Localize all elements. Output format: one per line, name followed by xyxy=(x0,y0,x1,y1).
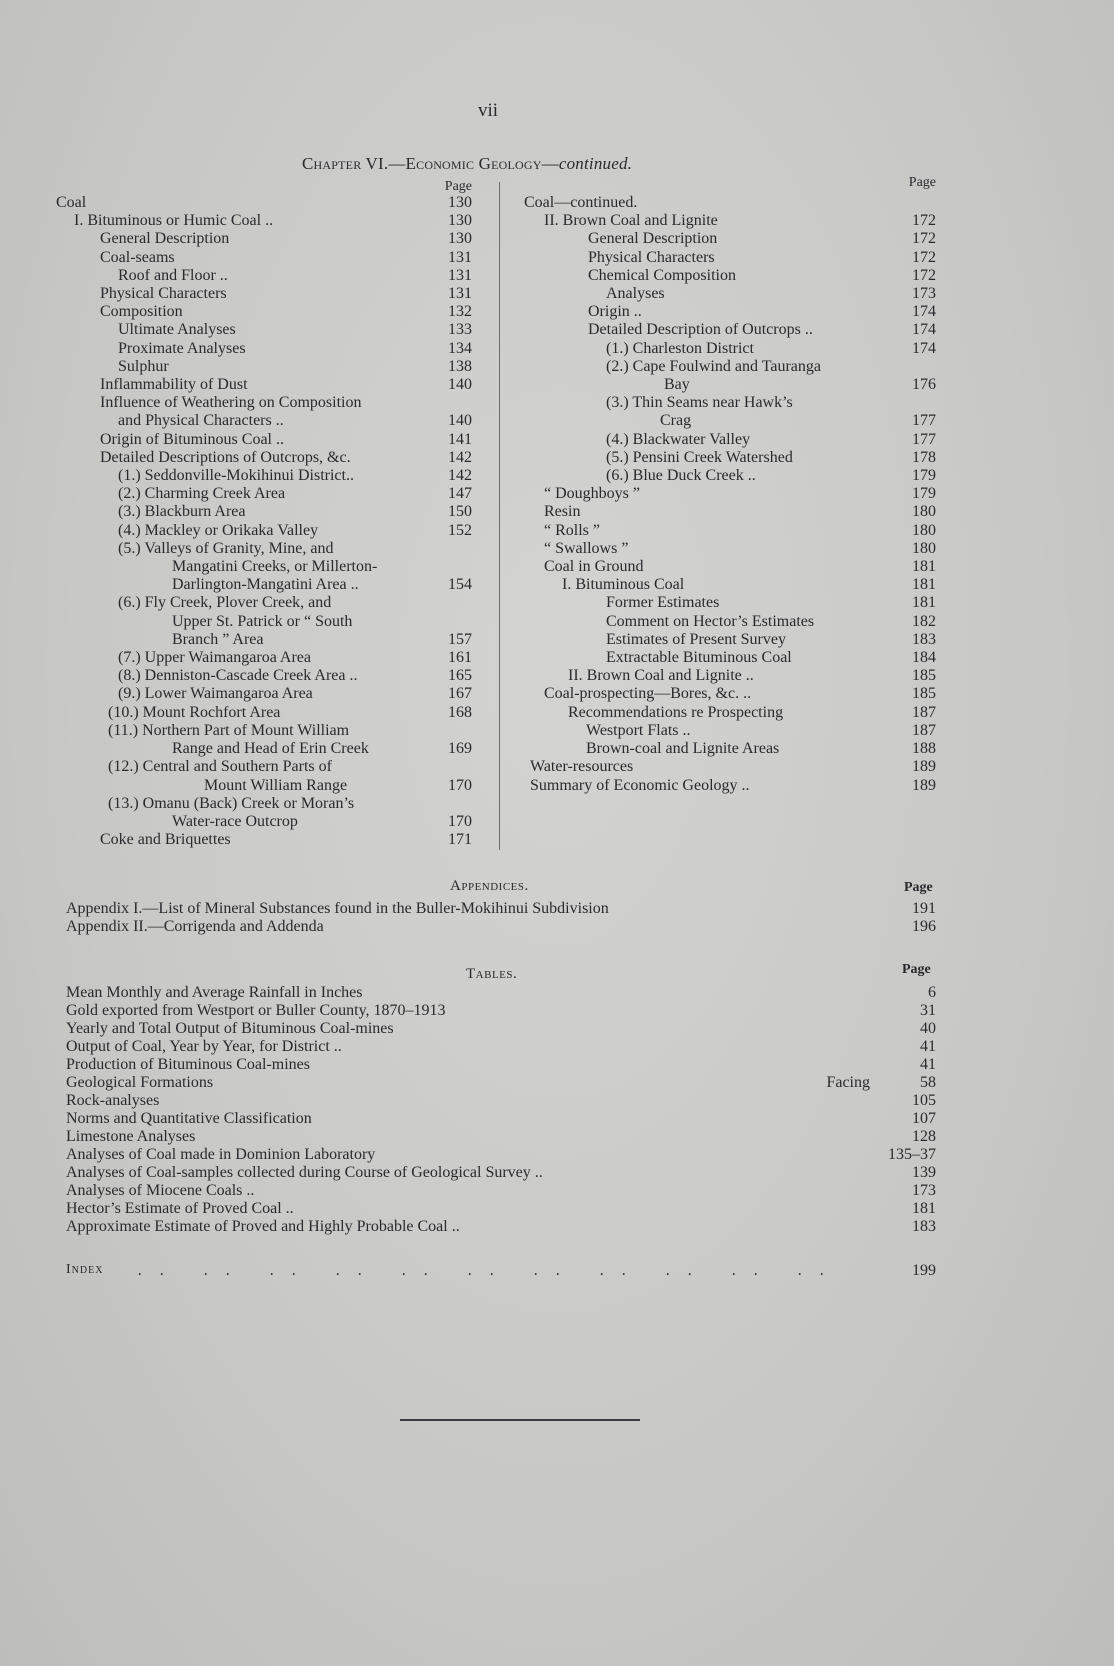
contents-entry xyxy=(56,795,472,813)
contents-entry xyxy=(56,667,472,685)
entry-title: Coal—continued. xyxy=(524,194,638,211)
entry-title: (7.) Upper Waimangaroa Area xyxy=(118,649,311,667)
contents-entry xyxy=(56,449,472,467)
entry-title: General Description xyxy=(100,230,230,248)
entry-title: (1.) Seddonville-Mokihinui District.. xyxy=(118,467,354,485)
entry-page-number: 131 xyxy=(448,285,472,303)
entry-page-number: 130 xyxy=(448,230,472,248)
contents-entry xyxy=(56,704,472,722)
entry-page-number: 187 xyxy=(912,703,936,721)
entry-title: Branch ” Area xyxy=(172,630,264,648)
entry-page-number: 181 xyxy=(912,576,936,594)
index-label: Index xyxy=(66,1262,104,1277)
entry-page-number: 180 xyxy=(912,503,936,521)
tables-title: Tables. xyxy=(466,966,518,982)
contents-entry xyxy=(56,212,472,230)
entry-title: I. Bituminous or Humic Coal .. xyxy=(74,212,274,230)
entry-title: Proximate Analyses xyxy=(118,339,246,357)
entry-title: Composition xyxy=(100,303,183,321)
entry-title: “ Rolls ” xyxy=(544,521,600,539)
contents-left-column xyxy=(56,180,472,849)
entry-title: Coke and Briquettes xyxy=(100,831,231,849)
entry-title: Output of Coal, Year by Year, for District .. xyxy=(66,1038,342,1055)
contents-entry xyxy=(524,722,936,740)
entry-title: Origin of Bituminous Coal .. xyxy=(100,430,284,448)
entry-page-number: 174 xyxy=(912,339,936,357)
contents-entry xyxy=(56,558,472,576)
contents-entry xyxy=(524,412,936,430)
entry-title: Physical Characters xyxy=(588,248,715,266)
entry-title: General Description xyxy=(588,230,718,248)
contents-entry xyxy=(524,667,936,685)
entry-page-number: 174 xyxy=(912,321,936,339)
entry-page-number: 167 xyxy=(448,685,472,703)
entry-title: Analyses of Coal-samples collected during Course of Geological Survey .. xyxy=(66,1164,543,1181)
entry-title: Rock-analyses xyxy=(66,1092,160,1109)
entry-title: Crag xyxy=(660,412,692,430)
entry-title: Extractable Bituminous Coal xyxy=(606,649,792,667)
entry-title: Gold exported from Westport or Buller County, 1870–1913 xyxy=(66,1002,446,1019)
entry-title: (4.) Blackwater Valley xyxy=(606,430,751,448)
contents-entry xyxy=(524,540,936,558)
contents-entry xyxy=(56,285,472,303)
contents-entry xyxy=(56,831,472,849)
entry-title: Detailed Descriptions of Outcrops, &c. xyxy=(100,448,351,466)
entry-title: II. Brown Coal and Lignite xyxy=(544,212,718,230)
contents-entry xyxy=(524,394,936,412)
index-leader-dots: .. .. .. .. .. .. .. .. .. .. .. xyxy=(137,1262,842,1279)
entry-page-number: 6 xyxy=(928,984,936,1001)
contents-entry xyxy=(56,777,472,795)
entry-page-number: 189 xyxy=(912,758,936,776)
entry-title: Bay xyxy=(664,376,690,394)
entry-title: (10.) Mount Rochfort Area xyxy=(108,703,281,721)
contents-entry xyxy=(56,194,472,212)
entry-title: Darlington-Mangatini Area .. xyxy=(172,576,359,594)
contents-entry xyxy=(56,358,472,376)
entry-title: (12.) Central and Southern Parts of xyxy=(108,758,332,776)
table-entry xyxy=(66,1074,936,1092)
entry-page-number: 174 xyxy=(912,303,936,321)
contents-entry xyxy=(56,522,472,540)
entry-page-number: 183 xyxy=(912,1218,936,1235)
contents-entry xyxy=(524,631,936,649)
entry-page-number: 140 xyxy=(448,376,472,394)
entry-title: (5.) Pensini Creek Watershed xyxy=(606,448,793,466)
left-page-header: Page xyxy=(444,179,472,194)
contents-entry xyxy=(524,212,936,230)
entry-title: Limestone Analyses xyxy=(66,1128,196,1145)
entry-title: Analyses xyxy=(606,285,665,303)
contents-entry xyxy=(56,594,472,612)
appendices-list xyxy=(66,900,936,936)
right-page-header: Page xyxy=(908,175,936,190)
entry-title: Production of Bituminous Coal-mines xyxy=(66,1056,310,1073)
entry-page-number: 172 xyxy=(912,248,936,266)
contents-entry xyxy=(524,758,936,776)
entry-title: II. Brown Coal and Lignite .. xyxy=(568,667,754,685)
entry-page-number: 58 xyxy=(920,1074,936,1091)
contents-entry xyxy=(56,613,472,631)
entry-page-number: 130 xyxy=(448,194,472,211)
contents-entry xyxy=(56,303,472,321)
contents-entry xyxy=(524,485,936,503)
entry-title: (3.) Blackburn Area xyxy=(118,503,246,521)
contents-entry xyxy=(56,412,472,430)
entry-title: Analyses of Coal made in Dominion Laboratory xyxy=(66,1146,376,1163)
entry-page-number: 173 xyxy=(912,285,936,303)
contents-entry xyxy=(524,704,936,722)
table-entry xyxy=(66,1056,936,1074)
entry-page-number: 154 xyxy=(448,576,472,594)
entry-title: Water-resources xyxy=(530,758,634,776)
contents-entry xyxy=(56,376,472,394)
contents-entry xyxy=(56,722,472,740)
entry-page-number: 182 xyxy=(912,612,936,630)
entry-page-number: 41 xyxy=(920,1038,936,1055)
entry-page-number: 191 xyxy=(912,900,936,917)
table-entry xyxy=(66,1092,936,1110)
entry-title: (11.) Northern Part of Mount William xyxy=(108,721,350,739)
entry-page-number: 177 xyxy=(912,430,936,448)
tables-list xyxy=(66,984,936,1236)
table-entry xyxy=(66,1146,936,1164)
entry-page-number: 40 xyxy=(920,1020,936,1037)
contents-entry xyxy=(56,321,472,339)
contents-entry xyxy=(56,503,472,521)
entry-page-number: 179 xyxy=(912,467,936,485)
entry-page-number: 138 xyxy=(448,357,472,375)
entry-page-number: 179 xyxy=(912,485,936,503)
entry-title: Mount William Range xyxy=(204,776,348,794)
contents-entry xyxy=(524,358,936,376)
entry-title: Mangatini Creeks, or Millerton- xyxy=(172,558,378,576)
entry-title: Yearly and Total Output of Bituminous Coal-mines xyxy=(66,1020,394,1037)
index-page: 199 xyxy=(912,1262,936,1279)
entry-page-number: 172 xyxy=(912,212,936,230)
entry-page-number: 177 xyxy=(912,412,936,430)
entry-title: Norms and Quantitative Classification xyxy=(66,1110,312,1127)
entry-title: (4.) Mackley or Orikaka Valley xyxy=(118,521,319,539)
entry-title: Former Estimates xyxy=(606,594,720,612)
contents-entry xyxy=(524,230,936,248)
entry-page-number: 131 xyxy=(448,248,472,266)
appendix-entry xyxy=(66,918,936,936)
entry-title: Analyses of Miocene Coals .. xyxy=(66,1182,255,1199)
entry-page-number: 172 xyxy=(912,266,936,284)
entry-page-number: 172 xyxy=(912,230,936,248)
appendix-entry xyxy=(66,900,936,918)
contents-entry xyxy=(524,431,936,449)
chapter-title xyxy=(302,154,632,174)
entry-title: I. Bituminous Coal xyxy=(562,576,685,594)
entry-page-number: 181 xyxy=(912,594,936,612)
entry-title: Sulphur xyxy=(118,357,169,375)
entry-title: Coal-seams xyxy=(100,248,175,266)
entry-title: Influence of Weathering on Composition xyxy=(100,394,362,412)
entry-page-number: 140 xyxy=(448,412,472,430)
entry-title: Water-race Outcrop xyxy=(172,812,298,830)
contents-entry xyxy=(56,431,472,449)
entry-page-number: 185 xyxy=(912,667,936,685)
column-divider xyxy=(499,182,500,850)
contents-entry xyxy=(56,340,472,358)
entry-page-number: 133 xyxy=(448,321,472,339)
contents-entry xyxy=(56,230,472,248)
entry-page-number: 171 xyxy=(448,831,472,849)
contents-entry xyxy=(524,522,936,540)
entry-page-number: 152 xyxy=(448,521,472,539)
contents-entry xyxy=(524,467,936,485)
entry-title: Approximate Estimate of Proved and Highly Probable Coal .. xyxy=(66,1218,460,1235)
chapter-title-continued: continued. xyxy=(558,154,633,173)
entry-title: Mean Monthly and Average Rainfall in Inches xyxy=(66,984,363,1001)
index-entry xyxy=(66,1262,936,1280)
entry-title: and Physical Characters .. xyxy=(118,412,284,430)
contents-entry xyxy=(56,467,472,485)
entry-title: Comment on Hector’s Estimates xyxy=(606,612,815,630)
entry-page-number: 107 xyxy=(912,1110,936,1127)
entry-page-number: 168 xyxy=(448,703,472,721)
contents-entry xyxy=(524,340,936,358)
entry-title: Physical Characters xyxy=(100,285,227,303)
entry-page-number: 31 xyxy=(920,1002,936,1019)
contents-entry xyxy=(56,267,472,285)
contents-entry xyxy=(524,285,936,303)
entry-page-number: 130 xyxy=(448,212,472,230)
entry-page-number: 142 xyxy=(448,448,472,466)
contents-right-column xyxy=(524,175,936,795)
entry-page-number: 170 xyxy=(448,776,472,794)
entry-title: Chemical Composition xyxy=(588,266,736,284)
contents-entry xyxy=(56,576,472,594)
table-entry xyxy=(66,1128,936,1146)
entry-page-number: 188 xyxy=(912,740,936,758)
entry-page-number: 181 xyxy=(912,1200,936,1217)
entry-page-number: 184 xyxy=(912,649,936,667)
entry-page-number: 147 xyxy=(448,485,472,503)
entry-page-number: 135–37 xyxy=(888,1146,936,1163)
contents-entry xyxy=(524,649,936,667)
entry-page-number: 141 xyxy=(448,430,472,448)
entry-title: Hector’s Estimate of Proved Coal .. xyxy=(66,1200,294,1217)
entry-title: (5.) Valleys of Granity, Mine, and xyxy=(118,539,334,557)
contents-entry xyxy=(56,758,472,776)
entry-title: Coal-prospecting—Bores, &c. .. xyxy=(544,685,752,703)
contents-entry xyxy=(524,449,936,467)
entry-page-number: 128 xyxy=(912,1128,936,1145)
entry-title: Brown-coal and Lignite Areas xyxy=(586,740,780,758)
entry-title: Appendix II.—Corrigenda and Addenda xyxy=(66,918,324,935)
contents-entry xyxy=(524,558,936,576)
entry-title: Roof and Floor .. xyxy=(118,266,228,284)
page-number: vii xyxy=(478,100,499,121)
contents-entry xyxy=(524,267,936,285)
table-entry xyxy=(66,1200,936,1218)
entry-page-number: 134 xyxy=(448,339,472,357)
entry-page-number: 178 xyxy=(912,448,936,466)
entry-page-number: 189 xyxy=(912,776,936,794)
entry-page-number: 170 xyxy=(448,812,472,830)
contents-entry xyxy=(524,594,936,612)
entry-title: Resin xyxy=(544,503,581,521)
entry-title: (6.) Blue Duck Creek .. xyxy=(606,467,756,485)
contents-entry xyxy=(524,740,936,758)
table-entry xyxy=(66,984,936,1002)
entry-title: Upper St. Patrick or “ South xyxy=(172,612,353,630)
table-entry xyxy=(66,1218,936,1236)
entry-title: (6.) Fly Creek, Plover Creek, and xyxy=(118,594,332,612)
contents-entry xyxy=(524,777,936,795)
contents-entry xyxy=(56,685,472,703)
chapter-title-main: Chapter VI.—Economic Geology— xyxy=(302,154,559,173)
entry-title: Ultimate Analyses xyxy=(118,321,236,339)
entry-page-number: 105 xyxy=(912,1092,936,1109)
appendices-title: Appendices. xyxy=(450,878,529,894)
entry-title: Range and Head of Erin Creek xyxy=(172,740,369,758)
tables-page-header: Page xyxy=(902,962,931,977)
entry-page-number: 165 xyxy=(448,667,472,685)
table-entry xyxy=(66,1020,936,1038)
table-entry xyxy=(66,1164,936,1182)
entry-page-number: 157 xyxy=(448,630,472,648)
entry-page-number: 169 xyxy=(448,740,472,758)
table-entry xyxy=(66,1002,936,1020)
contents-entry xyxy=(524,249,936,267)
entry-page-number: 131 xyxy=(448,266,472,284)
entry-page-number: 183 xyxy=(912,630,936,648)
contents-entry xyxy=(56,813,472,831)
entry-page-number: 185 xyxy=(912,685,936,703)
contents-entry xyxy=(524,613,936,631)
contents-entry xyxy=(56,649,472,667)
contents-entry xyxy=(56,631,472,649)
entry-page-number: 161 xyxy=(448,649,472,667)
table-entry xyxy=(66,1110,936,1128)
appendices-page-header: Page xyxy=(904,880,933,895)
entry-page-number: 142 xyxy=(448,467,472,485)
contents-entry xyxy=(524,685,936,703)
entry-title: (2.) Cape Foulwind and Tauranga xyxy=(606,357,821,375)
entry-page-number: 139 xyxy=(912,1164,936,1181)
entry-qualifier: Facing xyxy=(826,1074,870,1091)
entry-page-number: 132 xyxy=(448,303,472,321)
contents-entry xyxy=(56,540,472,558)
contents-entry xyxy=(524,503,936,521)
entry-title: Coal xyxy=(56,194,87,211)
entry-title: Coal in Ground xyxy=(544,558,644,576)
entry-title: Summary of Economic Geology .. xyxy=(530,776,750,794)
contents-entry xyxy=(524,303,936,321)
entry-page-number: 176 xyxy=(912,376,936,394)
contents-entry xyxy=(56,394,472,412)
table-entry xyxy=(66,1182,936,1200)
contents-entry xyxy=(56,740,472,758)
entry-title: Inflammability of Dust xyxy=(100,376,248,394)
end-rule xyxy=(400,1419,640,1421)
entry-page-number: 196 xyxy=(912,918,936,935)
entry-title: Detailed Description of Outcrops .. xyxy=(588,321,813,339)
entry-page-number: 181 xyxy=(912,558,936,576)
contents-entry xyxy=(524,321,936,339)
entry-title: (8.) Denniston-Cascade Creek Area .. xyxy=(118,667,358,685)
entry-title: Geological Formations xyxy=(66,1074,214,1091)
entry-title: (13.) Omanu (Back) Creek or Moran’s xyxy=(108,794,355,812)
contents-entry xyxy=(524,376,936,394)
contents-entry xyxy=(56,249,472,267)
table-entry xyxy=(66,1038,936,1056)
entry-title: (3.) Thin Seams near Hawk’s xyxy=(606,394,793,412)
contents-entry xyxy=(524,194,936,212)
entry-title: (1.) Charleston District xyxy=(606,339,754,357)
entry-page-number: 187 xyxy=(912,721,936,739)
entry-title: (2.) Charming Creek Area xyxy=(118,485,286,503)
entry-title: Estimates of Present Survey xyxy=(606,630,786,648)
contents-entry xyxy=(524,576,936,594)
entry-page-number: 180 xyxy=(912,521,936,539)
entry-title: Recommendations re Prospecting xyxy=(568,703,784,721)
entry-page-number: 150 xyxy=(448,503,472,521)
entry-page-number: 41 xyxy=(920,1056,936,1073)
entry-title: “ Swallows ” xyxy=(544,539,629,557)
entry-title: “ Doughboys ” xyxy=(544,485,640,503)
contents-entry xyxy=(56,485,472,503)
entry-page-number: 173 xyxy=(912,1182,936,1199)
entry-title: Westport Flats .. xyxy=(586,721,691,739)
entry-title: (9.) Lower Waimangaroa Area xyxy=(118,685,313,703)
entry-page-number: 180 xyxy=(912,539,936,557)
entry-title: Origin .. xyxy=(588,303,642,321)
entry-title: Appendix I.—List of Mineral Substances found in the Buller-Mokihinui Subdivision xyxy=(66,900,609,917)
